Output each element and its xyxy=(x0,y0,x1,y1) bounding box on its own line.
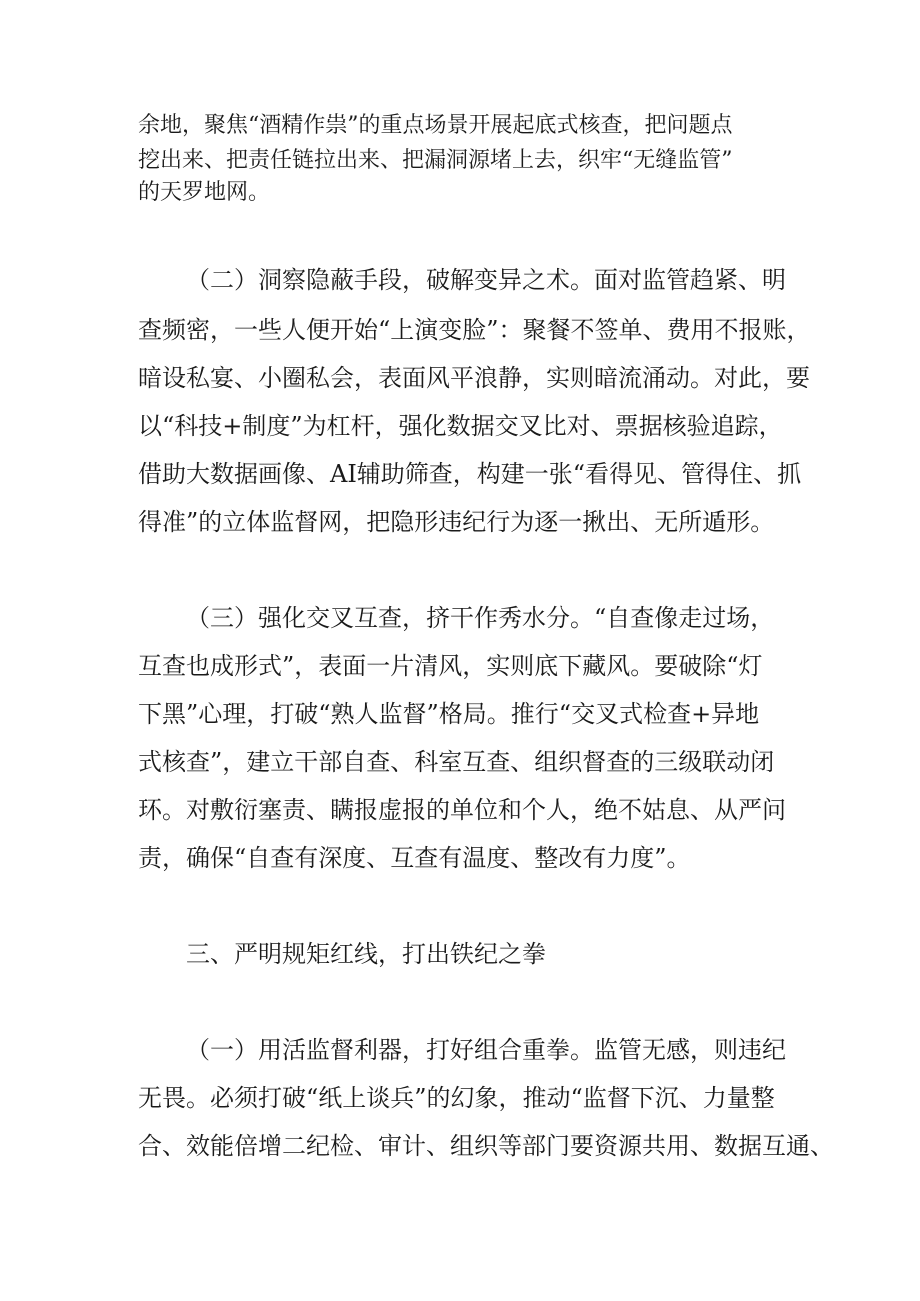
text-line: 责，确保“自查有深度、互查有温度、整改有力度”。 xyxy=(138,844,691,872)
text-line: 合、效能倍增二纪检、审计、组织等部门要资源共用、数据互通、 xyxy=(138,1132,834,1160)
text-line: 下黑”心理，打破“熟人监督”格局。推行“交叉式检查+异地 xyxy=(138,700,760,728)
text-line: 借助大数据画像、AI辅助筛查，构建一张“看得见、管得住、抓 xyxy=(138,460,802,488)
text-line: 挖出来、把责任链拉出来、把漏洞源堵上去，织牢“无缝监管” xyxy=(138,148,733,173)
text-line: 查频密，一些人便开始“上演变脸”：聚餐不签单、费用不报账， xyxy=(138,316,811,344)
text-line: 的天罗地网。 xyxy=(138,180,271,205)
text-line: 式核查”，建立干部自查、科室互查、组织督查的三级联动闭 xyxy=(138,748,775,776)
text-line: （二）洞察隐蔽手段，破解变异之术。面对监管趋紧、明 xyxy=(186,266,786,294)
text-line: 无畏。必须打破“纸上谈兵”的幻象，推动“监督下沉、力量整 xyxy=(138,1084,775,1112)
text-line: 得准”的立体监督网，把隐形违纪行为逐一揪出、无所遁形。 xyxy=(138,508,775,536)
text-line: 以“科技+制度”为杠杆，强化数据交叉比对、票据核验追踪， xyxy=(138,412,783,440)
section-heading-text: 三、严明规矩红线，打出铁纪之拳 xyxy=(186,940,546,968)
text-line: 余地，聚焦“酒精作祟”的重点场景开展起底式核查，把问题点 xyxy=(138,113,733,138)
text-line: （一）用活监督利器，打好组合重拳。监管无感，则违纪 xyxy=(186,1036,786,1064)
text-line: （三）强化交叉互查，挤干作秀水分。“自查像走过场， xyxy=(186,604,775,632)
text-line: 互查也成形式”，表面一片清风，实则底下藏风。要破除“灯 xyxy=(138,652,763,680)
text-line: 环。对敷衍塞责、瞒报虚报的单位和个人，绝不姑息、从严问 xyxy=(138,796,786,824)
text-line: 暗设私宴、小圈私会，表面风平浪静，实则暗流涌动。对此，要 xyxy=(138,364,810,392)
